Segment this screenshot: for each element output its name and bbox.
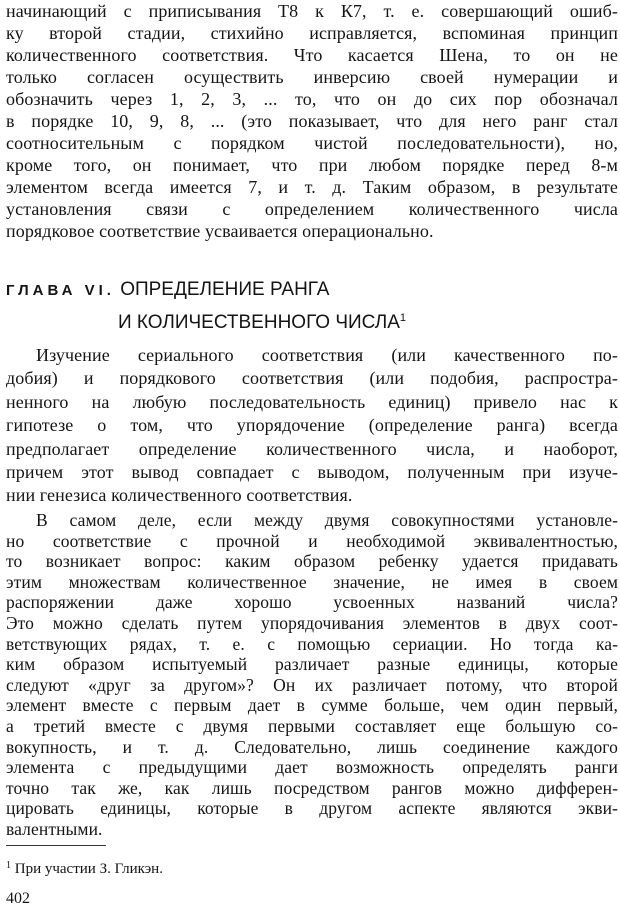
chapter-title-line2: И КОЛИЧЕСТВЕННОГО ЧИСЛА [118,312,400,333]
page-number: 402 [6,890,30,907]
text-line: причем этот вывод совпадает с выводом, полученным при изуче- [6,462,618,482]
text-line: добия) и порядкового соответствия (или подобия, распростра- [6,368,618,389]
text-line: точно так же, как лишь посредством рангов можно дифферен- [6,777,618,798]
text-line: только согласен осуществить инверсию своей нумерации и [6,67,618,87]
footnote [6,857,163,878]
text-line: кроме того, он понимает, что при любом порядке перед 8-м [6,155,618,175]
text-line: предполагает определение количественного числа, и наоборот, [6,438,618,459]
text-line: обозначить через 1, 2, 3, ... то, что он до сих пор обозначал [6,89,618,109]
text-line: распоряжении даже хорошо усвоенных названий числа? [6,592,618,613]
text-line: Изучение сериального соответствия (или качественного по- [36,345,618,365]
text-line: элемента с предыдущими дает возможность определять ранги [6,757,618,778]
text-line: ку второй стадии, стихийно исправляется, вспоминая принцип [6,23,618,43]
text-line: элементом всегда имеется 7, и т. д. Таким образом, в результате [6,177,618,197]
text-line: этим множествам количественное значение, не имея в своем [6,571,618,592]
chapter-label: ГЛАВА VI. [6,282,115,299]
text-line: вокупность, и т. д. Следовательно, лишь соединение каждого [6,736,618,757]
chapter-heading-line2 [118,306,406,335]
text-line: В самом деле, если между двумя совокупностями установле- [36,510,618,530]
text-line: соотносительным с порядком чистой последовательности), но, [6,133,618,153]
text-line: установления связи с определением количественного числа [6,199,618,219]
footnote-mark: 1 [6,860,11,871]
text-line: Это можно сделать путем упорядочивания элементов в двух соот- [6,613,618,633]
text-line: элемент вместе с первым дает в сумме больше, чем один первый, [6,695,618,716]
text-line: ветствующих рядах, т. е. с помощью сериации. Но тогда ка- [6,633,618,654]
footnote-text: При участии З. Гликэн. [14,861,163,877]
text-line: гипотезе о том, что упорядочение (определение ранга) всегда [6,415,618,436]
text-line: ненного на любую последовательность единиц) привело нас к [6,391,618,412]
text-line: валентными. [6,819,103,839]
text-line: нии генезиса количественного соответствия. [6,485,353,506]
text-line: порядковое соответствие усваивается операционально. [6,221,434,241]
text-line: следуют «друг за другом»? Он их различает потому, что второй [6,674,618,695]
text-line: а третий вместе с двумя первыми составляет еще большую со- [6,716,618,736]
text-line: цировать единицы, которые в другом аспекте являются экви- [6,798,618,819]
text-line: то возникает вопрос: каким образом ребенку удается придавать [6,551,618,572]
chapter-heading [6,278,329,303]
text-line: ким образом испытуемый различает разные единицы, которые [6,654,618,675]
chapter-title-line1: ОПРЕДЕЛЕНИЕ РАНГА [120,279,330,300]
text-line: но соответствие с прочной и необходимой эквивалентностью, [6,530,618,551]
text-line: в порядке 10, 9, 8, ... (это показывает, что для него ранг стал [6,111,618,131]
footnote-mark: 1 [399,312,407,324]
text-line: количественного соответствия. Что касается Шена, то он не [6,45,618,65]
text-line: начинающий с приписывания Т8 к К7, т. е. совершающий ошиб- [6,1,618,21]
footnote-divider [6,845,106,846]
